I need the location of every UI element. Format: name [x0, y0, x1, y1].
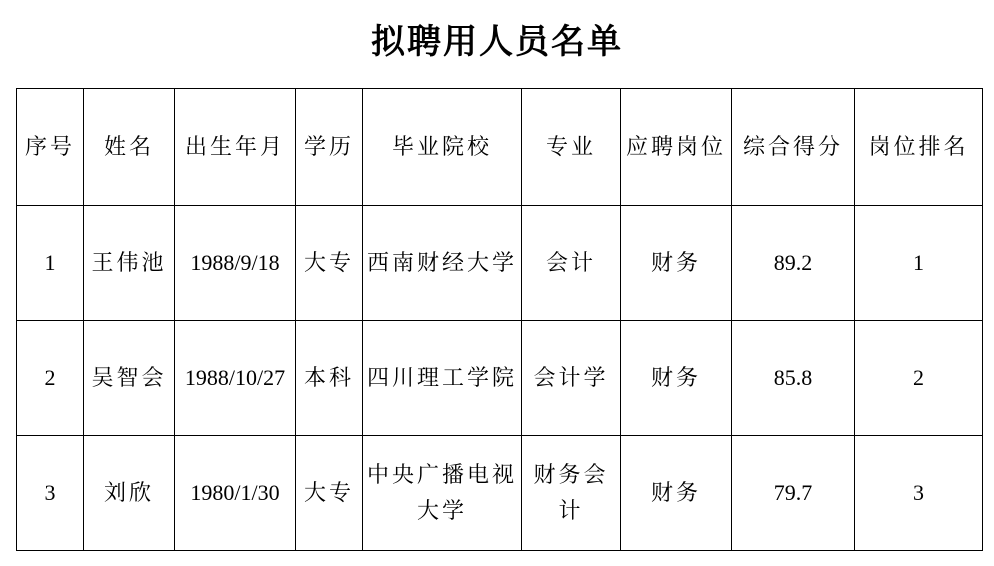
cell-score: 89.2	[732, 206, 855, 321]
header-major: 专业	[522, 89, 621, 206]
cell-major: 会计学	[522, 321, 621, 436]
cell-birthdate: 1988/10/27	[175, 321, 296, 436]
hire-list-table	[16, 88, 983, 551]
document-page	[0, 22, 994, 566]
header-school: 毕业院校	[363, 89, 522, 206]
table-header-row	[17, 89, 983, 206]
cell-rank: 2	[855, 321, 983, 436]
cell-rank: 3	[855, 436, 983, 551]
table-row	[17, 321, 983, 436]
cell-major: 财务会计	[522, 436, 621, 551]
header-serial: 序号	[17, 89, 84, 206]
header-position: 应聘岗位	[621, 89, 732, 206]
cell-position: 财务	[621, 321, 732, 436]
cell-education: 大专	[296, 206, 363, 321]
cell-education: 本科	[296, 321, 363, 436]
cell-serial: 2	[17, 321, 84, 436]
cell-serial: 3	[17, 436, 84, 551]
cell-name: 吴智会	[84, 321, 175, 436]
header-name: 姓名	[84, 89, 175, 206]
header-rank: 岗位排名	[855, 89, 983, 206]
cell-birthdate: 1988/9/18	[175, 206, 296, 321]
cell-score: 85.8	[732, 321, 855, 436]
cell-position: 财务	[621, 206, 732, 321]
table-row	[17, 436, 983, 551]
cell-major: 会计	[522, 206, 621, 321]
cell-education: 大专	[296, 436, 363, 551]
header-education: 学历	[296, 89, 363, 206]
cell-serial: 1	[17, 206, 84, 321]
cell-birthdate: 1980/1/30	[175, 436, 296, 551]
table-row	[17, 206, 983, 321]
page-title: 拟聘用人员名单	[371, 24, 623, 61]
cell-rank: 1	[855, 206, 983, 321]
cell-school: 西南财经大学	[363, 206, 522, 321]
header-score: 综合得分	[732, 89, 855, 206]
header-birthdate: 出生年月	[175, 89, 296, 206]
cell-name: 王伟池	[84, 206, 175, 321]
cell-school: 中央广播电视大学	[363, 436, 522, 551]
cell-score: 79.7	[732, 436, 855, 551]
cell-school: 四川理工学院	[363, 321, 522, 436]
cell-name: 刘欣	[84, 436, 175, 551]
cell-position: 财务	[621, 436, 732, 551]
